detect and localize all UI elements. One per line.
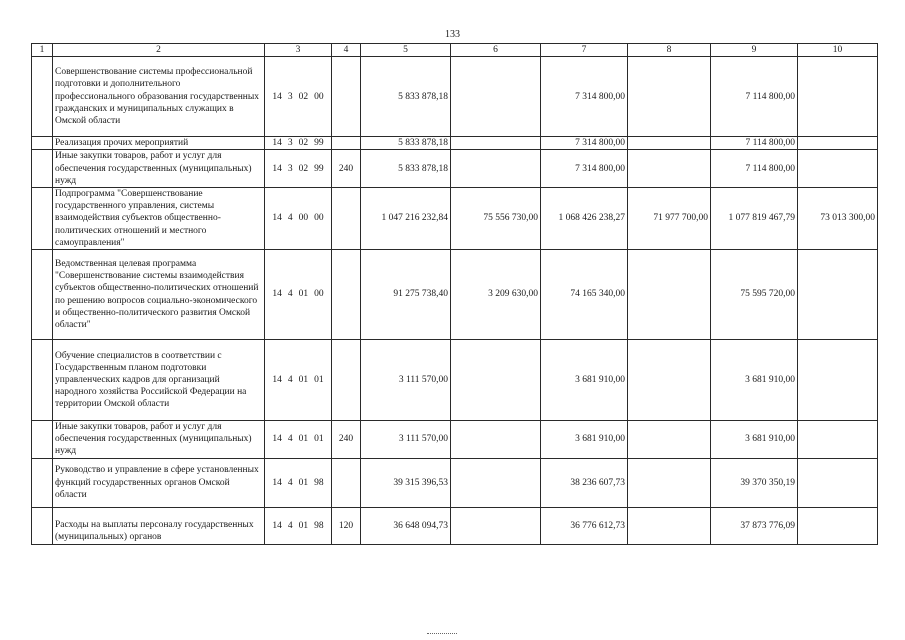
amount-col-5: 1 047 216 232,84	[361, 188, 451, 250]
classification-code	[265, 137, 332, 150]
code-part-3: 01	[298, 289, 309, 300]
code-part-1: 14	[272, 138, 282, 149]
row-number-cell	[32, 340, 53, 421]
amount-col-6	[451, 421, 541, 459]
amount-col-7: 38 236 607,73	[541, 458, 628, 507]
code-part-2: 4	[287, 289, 293, 300]
amount-col-6: 3 209 630,00	[451, 250, 541, 340]
row-number-cell	[32, 250, 53, 340]
code-part-1: 14	[272, 289, 282, 300]
classification-code	[265, 150, 332, 188]
code-part-4: 00	[314, 289, 324, 300]
column-header-3: 3	[265, 44, 332, 57]
table-row	[32, 507, 878, 544]
amount-col-7: 74 165 340,00	[541, 250, 628, 340]
amount-col-7: 3 681 910,00	[541, 421, 628, 459]
table-row	[32, 150, 878, 188]
amount-col-10	[798, 421, 878, 459]
amount-col-7: 7 314 800,00	[541, 137, 628, 150]
code-part-2: 3	[287, 163, 293, 174]
column-header-8: 8	[628, 44, 711, 57]
table-body	[32, 57, 878, 544]
code-part-3: 01	[298, 434, 309, 445]
amount-col-10	[798, 507, 878, 544]
expense-type-code	[332, 188, 361, 250]
amount-col-9: 3 681 910,00	[711, 421, 798, 459]
column-header-2: 2	[53, 44, 265, 57]
row-number-cell	[32, 137, 53, 150]
amount-col-9: 3 681 910,00	[711, 340, 798, 421]
amount-col-8	[628, 250, 711, 340]
amount-col-5: 39 315 396,53	[361, 458, 451, 507]
column-header-4: 4	[332, 44, 361, 57]
amount-col-9: 7 114 800,00	[711, 57, 798, 137]
amount-col-7: 1 068 426 238,27	[541, 188, 628, 250]
expense-type-code	[332, 340, 361, 421]
code-part-1: 14	[272, 91, 282, 102]
amount-col-6	[451, 57, 541, 137]
code-part-4: 98	[314, 477, 324, 488]
row-number-cell	[32, 57, 53, 137]
classification-code	[265, 421, 332, 459]
column-header-5: 5	[361, 44, 451, 57]
amount-col-5: 5 833 878,18	[361, 137, 451, 150]
classification-code	[265, 57, 332, 137]
code-part-4: 99	[314, 163, 324, 174]
amount-col-7: 7 314 800,00	[541, 150, 628, 188]
item-name: Расходы на выплаты персоналу государственных (муниципальных) органов	[53, 507, 265, 544]
amount-col-5: 5 833 878,18	[361, 150, 451, 188]
amount-col-8	[628, 458, 711, 507]
expense-type-code: 240	[332, 150, 361, 188]
amount-col-10	[798, 250, 878, 340]
table-row	[32, 458, 878, 507]
amount-col-6	[451, 507, 541, 544]
row-number-cell	[32, 150, 53, 188]
code-part-4: 01	[314, 434, 324, 445]
page-number: 133	[445, 29, 460, 40]
code-part-3: 01	[298, 374, 309, 385]
amount-col-8	[628, 150, 711, 188]
table-row	[32, 57, 878, 137]
expense-type-code: 120	[332, 507, 361, 544]
code-part-4: 98	[314, 520, 324, 531]
classification-code	[265, 507, 332, 544]
amount-col-6	[451, 340, 541, 421]
amount-col-6: 75 556 730,00	[451, 188, 541, 250]
amount-col-9: 37 873 776,09	[711, 507, 798, 544]
code-part-1: 14	[272, 477, 282, 488]
item-name: Ведомственная целевая программа "Совершенствование системы взаимодействия субъектов общественно-политических отношений по решению вопросов социально-экономического и общественно-политического развития Омской области"	[53, 250, 265, 340]
item-name: Иные закупки товаров, работ и услуг для обеспечения государственных (муниципальных) нужд	[53, 421, 265, 459]
code-part-2: 3	[287, 138, 293, 149]
amount-col-9: 39 370 350,19	[711, 458, 798, 507]
amount-col-9: 75 595 720,00	[711, 250, 798, 340]
row-number-cell	[32, 188, 53, 250]
amount-col-9: 7 114 800,00	[711, 150, 798, 188]
code-part-1: 14	[272, 163, 282, 174]
item-name: Руководство и управление в сфере установленных функций государственных органов Омской области	[53, 458, 265, 507]
code-part-1: 14	[272, 434, 282, 445]
amount-col-8	[628, 57, 711, 137]
amount-col-10	[798, 340, 878, 421]
amount-col-8	[628, 421, 711, 459]
expense-type-code	[332, 250, 361, 340]
table-row	[32, 340, 878, 421]
expense-type-code: 240	[332, 421, 361, 459]
amount-col-7: 36 776 612,73	[541, 507, 628, 544]
amount-col-7: 7 314 800,00	[541, 57, 628, 137]
amount-col-7: 3 681 910,00	[541, 340, 628, 421]
amount-col-5: 5 833 878,18	[361, 57, 451, 137]
amount-col-6	[451, 458, 541, 507]
item-name: Иные закупки товаров, работ и услуг для обеспечения государственных (муниципальных) нужд	[53, 150, 265, 188]
expense-type-code	[332, 57, 361, 137]
code-part-3: 02	[298, 163, 309, 174]
code-part-3: 01	[298, 477, 309, 488]
code-part-3: 00	[298, 213, 309, 224]
code-part-3: 01	[298, 520, 309, 531]
column-header-10: 10	[798, 44, 878, 57]
amount-col-5: 91 275 738,40	[361, 250, 451, 340]
amount-col-6	[451, 137, 541, 150]
amount-col-5: 3 111 570,00	[361, 340, 451, 421]
code-part-4: 00	[314, 91, 324, 102]
code-part-1: 14	[272, 374, 282, 385]
amount-col-8	[628, 137, 711, 150]
code-part-1: 14	[272, 213, 282, 224]
item-name: Подпрограмма "Совершенствование государственного управления, системы взаимодействия субъектов общественно-политических отношений и местного самоуправления"	[53, 188, 265, 250]
table-row	[32, 250, 878, 340]
code-part-2: 4	[287, 477, 293, 488]
item-name: Совершенствование системы профессиональной подготовки и дополнительного профессионального образования государственных гражданских и муниципальных служащих в Омской области	[53, 57, 265, 137]
expense-type-code	[332, 458, 361, 507]
code-part-2: 4	[287, 434, 293, 445]
code-part-3: 02	[298, 138, 309, 149]
code-part-2: 4	[287, 520, 293, 531]
row-number-cell	[32, 458, 53, 507]
amount-col-10	[798, 150, 878, 188]
column-header-7: 7	[541, 44, 628, 57]
amount-col-10	[798, 137, 878, 150]
classification-code	[265, 340, 332, 421]
expense-type-code	[332, 137, 361, 150]
amount-col-5: 36 648 094,73	[361, 507, 451, 544]
table-row	[32, 188, 878, 250]
budget-table	[31, 43, 878, 545]
amount-col-5: 3 111 570,00	[361, 421, 451, 459]
amount-col-6	[451, 150, 541, 188]
amount-col-8	[628, 340, 711, 421]
amount-col-10	[798, 458, 878, 507]
amount-col-9: 7 114 800,00	[711, 137, 798, 150]
amount-col-10	[798, 57, 878, 137]
footer-divider	[427, 633, 457, 634]
code-part-2: 4	[287, 374, 293, 385]
amount-col-8	[628, 507, 711, 544]
code-part-4: 99	[314, 138, 324, 149]
row-number-cell	[32, 507, 53, 544]
code-part-2: 4	[287, 213, 293, 224]
table-row	[32, 421, 878, 459]
code-part-3: 02	[298, 91, 309, 102]
amount-col-10: 73 013 300,00	[798, 188, 878, 250]
classification-code	[265, 250, 332, 340]
code-part-2: 3	[287, 91, 293, 102]
column-header-1: 1	[32, 44, 53, 57]
header-row	[32, 44, 878, 57]
classification-code	[265, 188, 332, 250]
table-row	[32, 137, 878, 150]
code-part-4: 01	[314, 374, 324, 385]
row-number-cell	[32, 421, 53, 459]
amount-col-9: 1 077 819 467,79	[711, 188, 798, 250]
code-part-1: 14	[272, 520, 282, 531]
item-name: Обучение специалистов в соответствии с Государственным планом подготовки управленческих кадров для организаций народного хозяйства Российской Федерации на территории Омской области	[53, 340, 265, 421]
column-header-9: 9	[711, 44, 798, 57]
column-header-6: 6	[451, 44, 541, 57]
amount-col-8: 71 977 700,00	[628, 188, 711, 250]
classification-code	[265, 458, 332, 507]
item-name: Реализация прочих мероприятий	[53, 137, 265, 150]
code-part-4: 00	[314, 213, 324, 224]
